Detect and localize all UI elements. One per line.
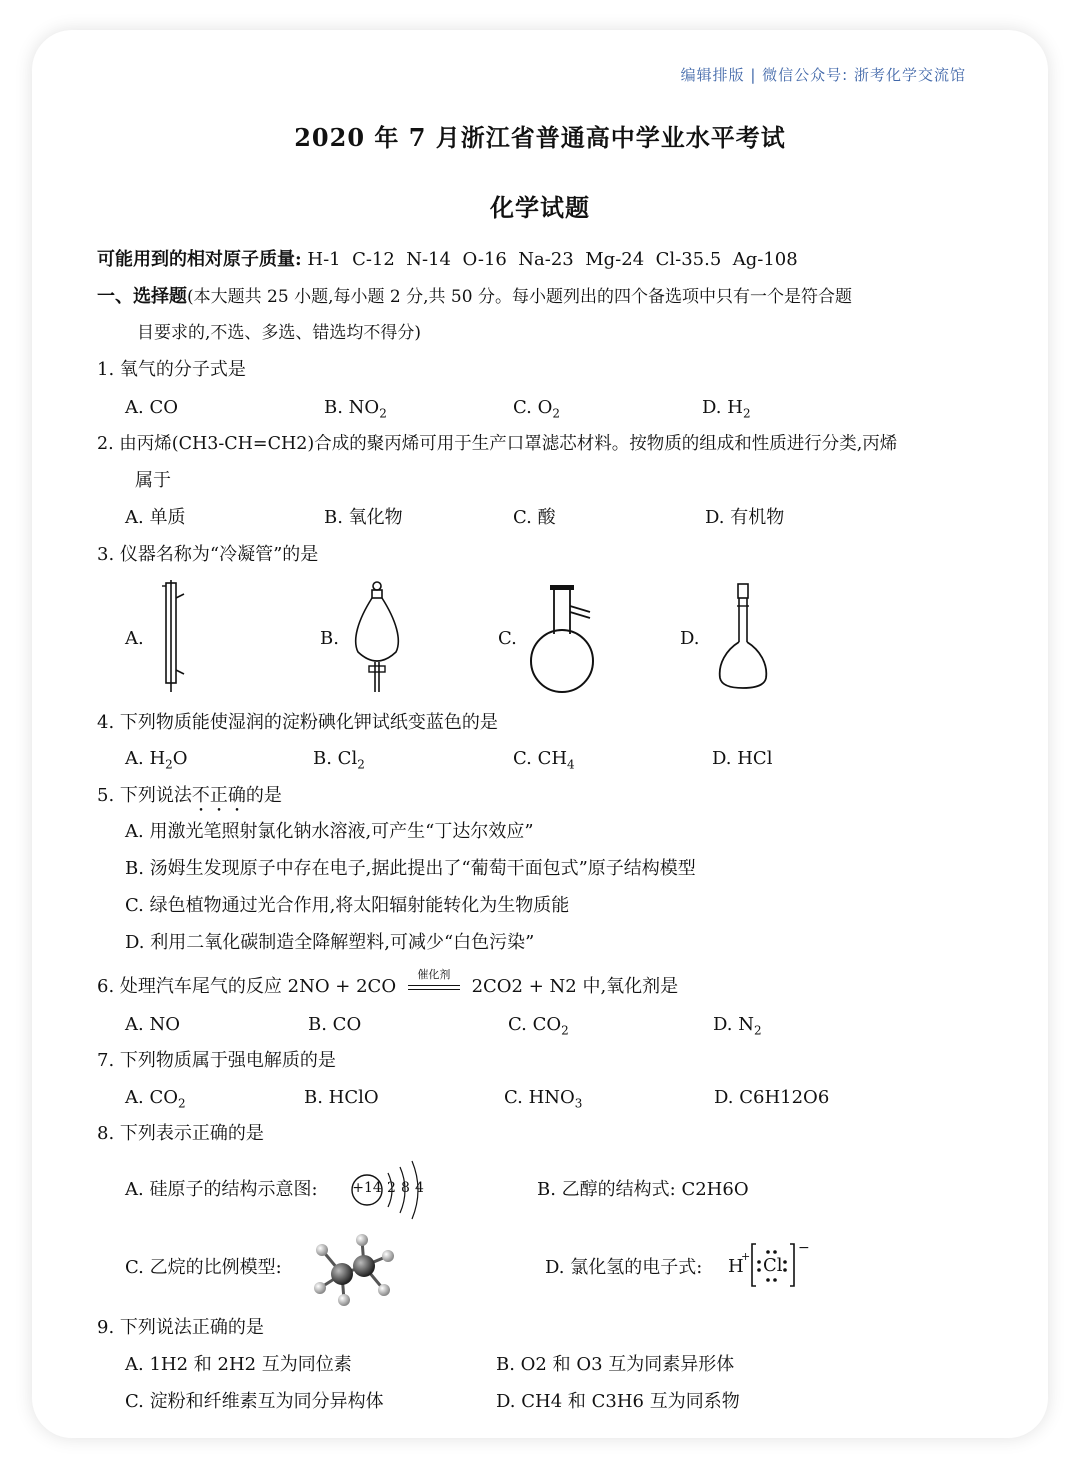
q2-stem-2: 属于 [135, 470, 171, 491]
separatory-funnel-icon [350, 580, 404, 695]
catalyst-arrow [408, 967, 460, 990]
q1-option-d [702, 396, 751, 426]
q2-option-c: C. 酸 [513, 507, 556, 528]
q1-option-d-text: D. H [702, 397, 743, 418]
atomic-masses-label: 可能用到的相对原子质量: [97, 249, 302, 270]
shell-2-count: 8 [401, 1180, 410, 1196]
q7-option-d: D. C6H12O6 [714, 1087, 830, 1108]
q4-option-c-text: C. CH [513, 748, 568, 769]
q3-option-a: A. [125, 628, 144, 649]
q1-option-b-sub: 2 [379, 406, 387, 421]
q6-option-c-sub: 2 [561, 1023, 569, 1038]
q8-option-a: A. 硅原子的结构示意图: [125, 1179, 318, 1200]
section-desc-1: (本大题共 25 小题,每小题 2 分,共 50 分。每小题列出的四个备选项中只有一个是符合题 [187, 287, 852, 307]
q6-stem-pre: 6. 处理汽车尾气的反应 2NO + 2CO [97, 976, 397, 997]
exam-subtitle: 化学试题 [490, 193, 590, 222]
q5-stem-pre: 5. 下列说法 [97, 785, 192, 806]
volumetric-flask-icon [716, 582, 772, 694]
atomic-masses-line [97, 248, 798, 272]
q6-option-c [508, 1013, 569, 1043]
q7-option-a-sub: 2 [177, 1096, 186, 1111]
catalyst-label: 催化剂 [417, 967, 451, 981]
q2-stem: 2. 由丙烯(CH3-CH=CH2)合成的聚丙烯可用于生产口罩滤芯材料。按物质的组成和性质进行分类,丙烯 [97, 434, 898, 454]
q7-option-c-text: C. HNO [504, 1087, 575, 1108]
q6-option-d-sub: 2 [753, 1023, 762, 1038]
q4-option-b [313, 747, 365, 777]
q8-option-c: C. 乙烷的比例模型: [125, 1257, 282, 1278]
q7-option-c [504, 1086, 582, 1116]
q4-option-c-sub: 4 [567, 757, 575, 772]
q1-option-a: A. CO [125, 397, 178, 418]
hcl-charge: − [798, 1240, 810, 1256]
q6-option-d [713, 1013, 762, 1043]
q5-stem [97, 784, 282, 816]
q6-stem [97, 967, 679, 999]
q5-option-b: B. 汤姆生发现原子中存在电子,据此提出了“葡萄干面包式”原子结构模型 [125, 858, 696, 879]
q6-stem-post: 2CO2 + N2 中,氧化剂是 [471, 976, 679, 997]
q4-option-b-text: B. Cl [313, 748, 358, 769]
q9-option-d: D. CH4 和 C3H6 互为同系物 [496, 1391, 740, 1412]
q7-option-a-text: A. CO [125, 1087, 178, 1108]
hcl-h-charge: + [741, 1250, 751, 1263]
q3-option-b: B. [320, 628, 339, 649]
q1-option-c-sub: 2 [552, 406, 560, 421]
q1-option-c [513, 396, 560, 426]
section-desc-2: 目要求的,不选、多选、错选均不得分) [137, 323, 422, 343]
nucleus-charge: +14 [352, 1180, 382, 1196]
q9-option-c: C. 淀粉和纤维素互为同分异构体 [125, 1391, 384, 1412]
q5-stem-post: 的是 [245, 785, 282, 806]
q1-option-b-text: B. NO [324, 397, 380, 418]
q6-option-d-text: D. N [713, 1014, 754, 1035]
q1-option-d-sub: 2 [742, 406, 751, 421]
shell-1-count: 2 [387, 1180, 396, 1196]
q5-stem-emphasis: 不正确 [191, 785, 246, 806]
q6-option-c-text: C. CO [508, 1014, 562, 1035]
q2-option-a: A. 单质 [125, 507, 186, 528]
hcl-cl: Cl [763, 1255, 783, 1276]
q9-option-b: B. O2 和 O3 互为同素异形体 [496, 1354, 735, 1375]
q4-option-a-post: O [172, 748, 188, 769]
q5-option-d: D. 利用二氧化碳制造全降解塑料,可减少“白色污染” [125, 932, 535, 953]
section-heading-line [97, 285, 852, 309]
q4-option-a [125, 747, 188, 777]
ethane-model-icon [310, 1230, 396, 1306]
condenser-icon [157, 580, 187, 695]
q7-stem: 7. 下列物质属于强电解质的是 [97, 1050, 336, 1071]
q1-stem: 1. 氧气的分子式是 [97, 359, 246, 380]
q5-option-c: C. 绿色植物通过光合作用,将太阳辐射能转化为生物质能 [125, 895, 570, 916]
q8-stem: 8. 下列表示正确的是 [97, 1123, 264, 1144]
q2-option-d: D. 有机物 [705, 507, 785, 528]
section-heading: 一、选择题 [97, 286, 187, 307]
exam-page [32, 30, 1048, 1438]
header-note: 编辑排版 | 微信公众号: 浙考化学交流馆 [680, 66, 966, 84]
shell-3-count: 4 [415, 1180, 424, 1196]
q8-option-d: D. 氯化氢的电子式: [545, 1257, 703, 1278]
hcl-electron-formula [728, 1240, 818, 1290]
silicon-atom-diagram [348, 1159, 440, 1221]
q6-option-b: B. CO [308, 1014, 362, 1035]
q3-stem: 3. 仪器名称为“冷凝管”的是 [97, 544, 319, 565]
hcl-h: H [728, 1256, 744, 1277]
q5-option-a: A. 用激光笔照射氯化钠水溶液,可产生“丁达尔效应” [125, 821, 534, 842]
q7-option-a [125, 1086, 186, 1116]
exam-title: 2020 年 7 月浙江省普通高中学业水平考试 [294, 123, 786, 152]
q1-option-c-text: C. O [513, 397, 553, 418]
q4-stem: 4. 下列物质能使湿润的淀粉碘化钾试纸变蓝色的是 [97, 712, 498, 733]
atomic-masses-values: H-1 C-12 N-14 O-16 Na-23 Mg-24 Cl-35.5 Ag-108 [307, 249, 798, 270]
distilling-flask-icon [528, 584, 598, 694]
q9-stem: 9. 下列说法正确的是 [97, 1317, 264, 1338]
q9-option-a: A. 1H2 和 2H2 互为同位素 [125, 1354, 352, 1375]
q4-option-a-sub: 2 [165, 757, 173, 772]
q1-option-b [324, 396, 387, 426]
q7-option-b: B. HClO [304, 1087, 379, 1108]
q7-option-c-sub: 3 [574, 1096, 583, 1111]
q4-option-b-sub: 2 [357, 757, 365, 772]
q3-option-d: D. [680, 628, 700, 649]
q6-option-a: A. NO [125, 1014, 180, 1035]
q4-option-c [513, 747, 575, 777]
q4-option-d: D. HCl [712, 748, 773, 769]
q3-option-c: C. [498, 628, 517, 649]
q4-option-a-text: A. H [125, 748, 166, 769]
q8-option-b: B. 乙醇的结构式: C2H6O [537, 1179, 749, 1200]
q2-option-b: B. 氧化物 [324, 507, 403, 528]
